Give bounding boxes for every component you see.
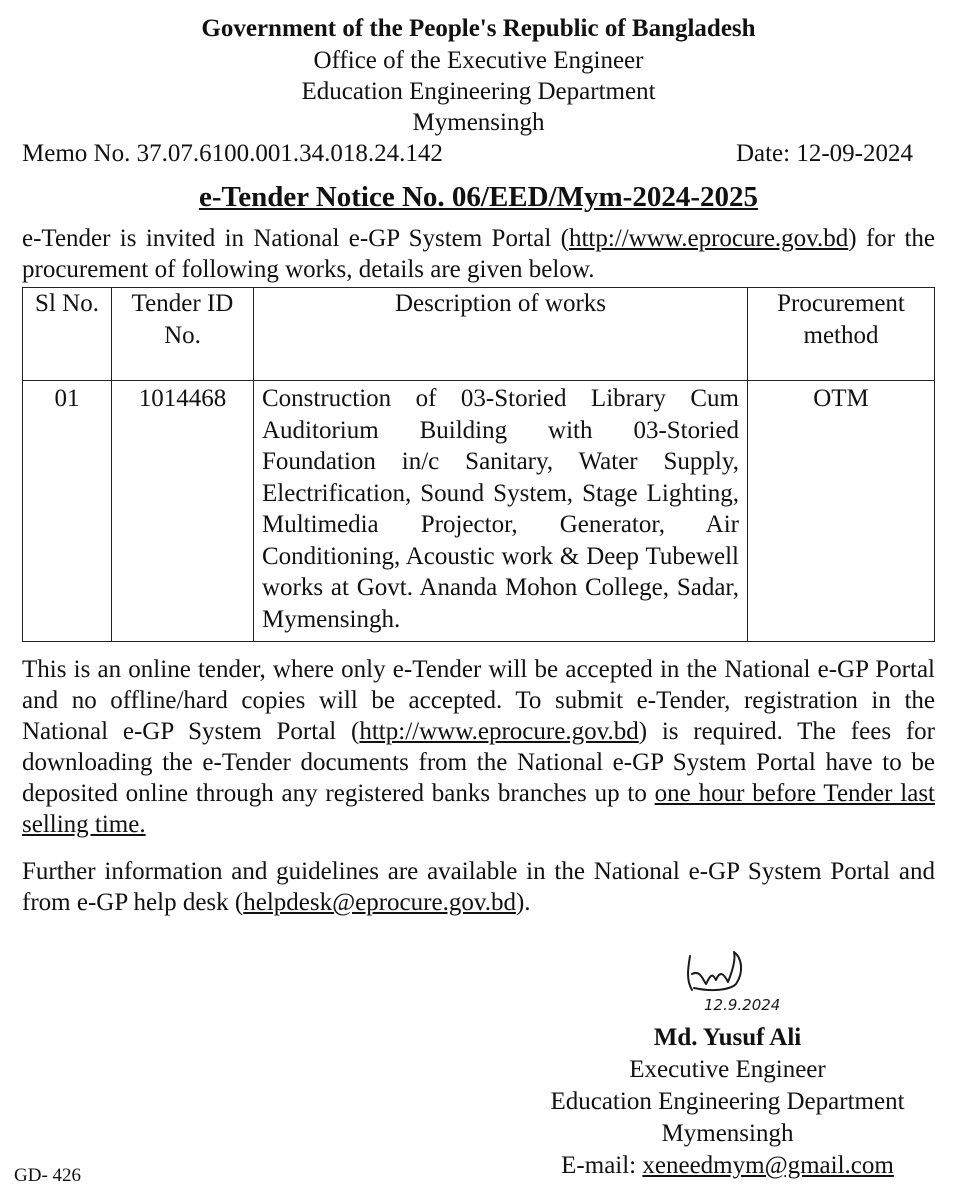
signatory-block [500,1022,955,1182]
memo-row [22,138,935,169]
works-table [22,287,935,642]
helpdesk-email-link[interactable]: helpdesk@eprocure.gov.bd [243,889,516,916]
intro-paragraph [22,223,935,285]
table-row [23,381,935,642]
further-text-2: ). [515,889,531,916]
signatory-email-link[interactable]: xeneedmym@gmail.com [642,1152,894,1179]
signatory-location: Mymensingh [661,1120,794,1147]
further-info-paragraph [22,856,935,918]
cell-description: Construction of 03-Storied Library Cum Auditorium Building with 03-Storied Foundation in/c Sanitary, Water Supply, Electrification, Sound System, Stage Lighting, Multimedia Projector, Generator, Air Conditioning, Acoustic work & Deep Tubewell works at Govt. Ananda Mohon College, Sadar, Mymensingh. [254,381,748,642]
notice-title: e-Tender Notice No. 06/EED/Mym-2024-2025 [199,181,758,213]
location-line: Mymensingh [412,109,545,136]
deadline-note: one hour before Tender last selling time. [22,780,935,838]
signature-date: 12.9.2024 [704,996,781,1014]
further-text-1: Further information and guidelines are available in the National e-GP System Portal and from e-GP help desk ( [22,858,935,916]
header-sl: Sl No. [23,288,112,381]
department-line: Education Engineering Department [301,78,656,105]
intro-text-end: ) for the procurement of following works, details are given below. [22,225,935,283]
online-text-1: This is an online tender, where only e-Tender will be accepted in the National e-GP Portal and no offline/hard copies will be accepted. To submit e-Tender, registration in the National e-GP System Portal ( [22,656,935,745]
eprocure-link-2[interactable]: http://www.eprocure.gov.bd [359,718,639,745]
signatory-name: Md. Yusuf Ali [653,1024,802,1051]
cell-sl: 01 [23,381,112,642]
online-tender-paragraph [22,654,935,840]
email-label: E-mail: [561,1152,643,1179]
cell-tender-id: 1014468 [112,381,254,642]
memo-date: Date: 12-09-2024 [735,140,913,167]
letterhead [22,12,935,138]
signatory-email-line [500,1150,955,1182]
signatory-designation: Executive Engineer [629,1056,826,1083]
gd-code: GD- 426 [14,1165,82,1186]
online-text-2: ) is required. The fees for downloading the e-Tender documents from the National e-GP System Portal have to be deposited online through any registered banks branches up to [22,718,935,807]
header-description: Description of works [254,288,748,381]
signatory-department: Education Engineering Department [550,1088,905,1115]
memo-number: Memo No. 37.07.6100.001.34.018.24.142 [22,140,443,167]
header-tender-id: Tender ID No. [112,288,254,381]
office-line: Office of the Executive Engineer [313,47,644,74]
intro-text-start: e-Tender is invited in National e-GP System Portal ( [22,225,569,252]
handwritten-signature [672,948,802,1018]
table-header-row [23,288,935,381]
government-heading: Government of the People's Republic of Bangladesh [201,15,756,42]
cell-method: OTM [748,381,935,642]
eprocure-link[interactable]: http://www.eprocure.gov.bd [568,225,849,252]
header-method: Procurement method [748,288,935,381]
